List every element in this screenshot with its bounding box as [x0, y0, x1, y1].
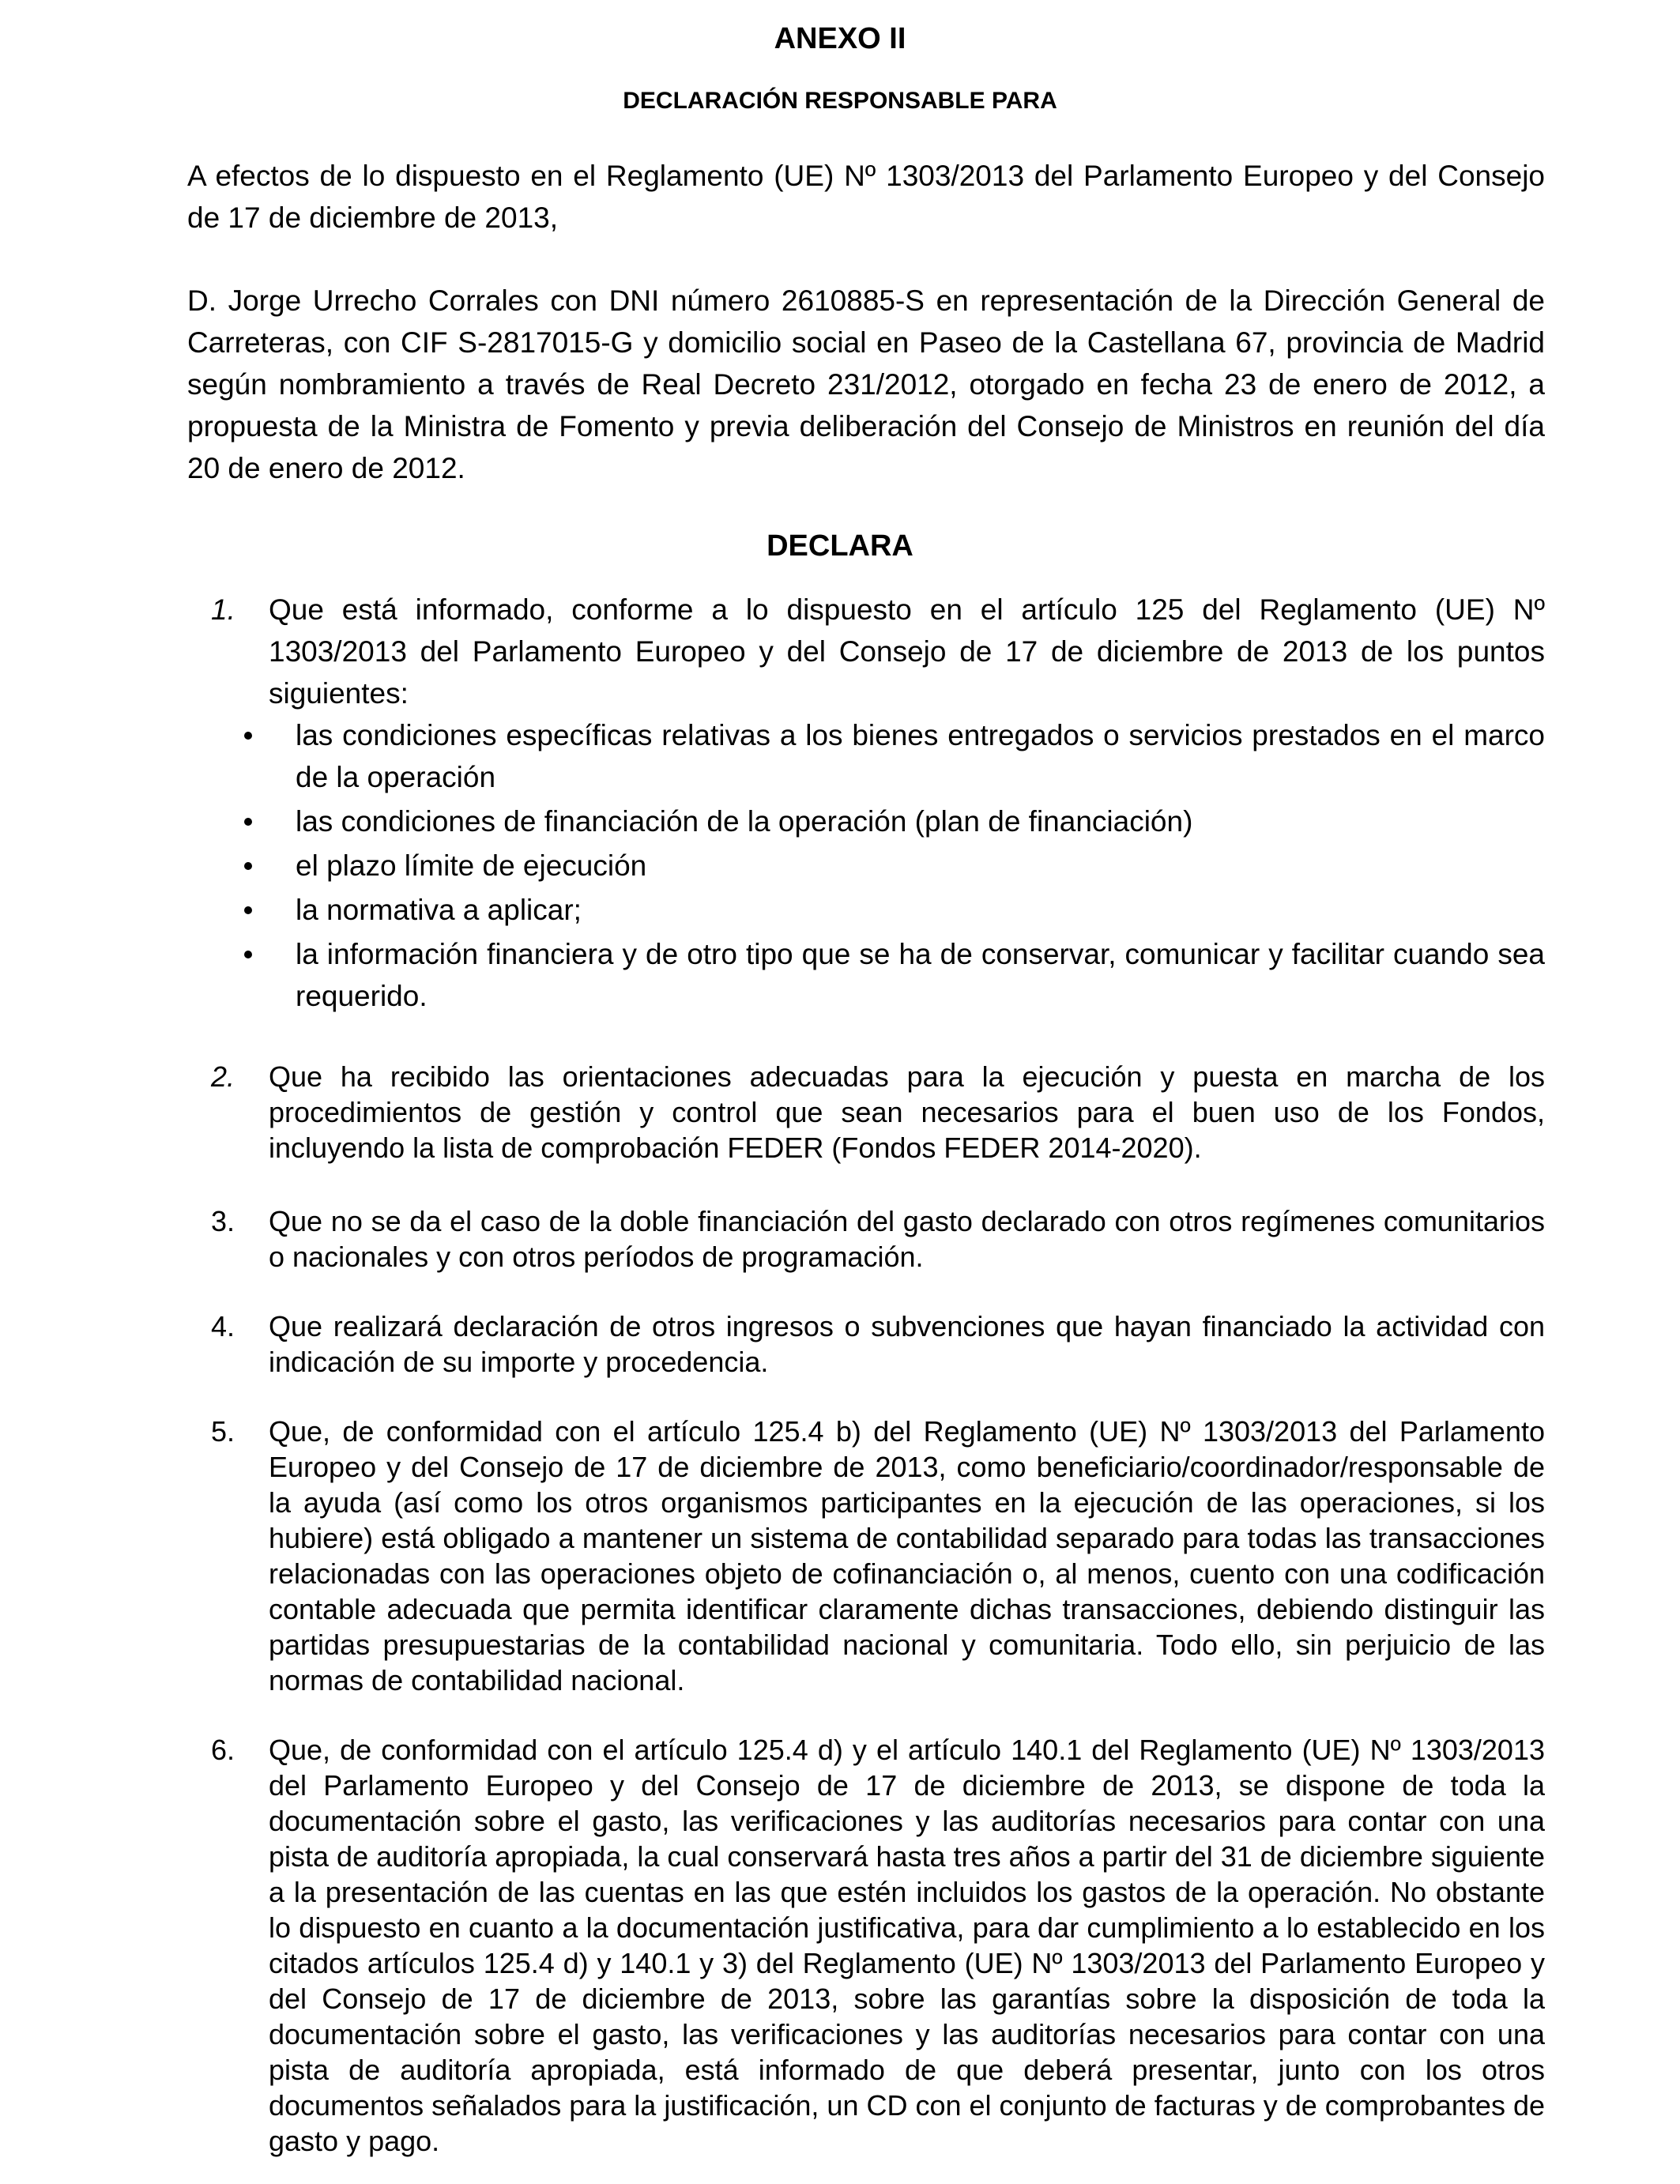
bullet-text: las condiciones específicas relativas a los bienes entregados o servicios prestados en el marco de la operación [296, 719, 1545, 793]
item-text: Que realizará declaración de otros ingresos o subvenciones que hayan financiado la actividad con indicación de su importe y procedencia. [269, 1310, 1545, 1378]
declarant-paragraph: D. Jorge Urrecho Corrales con DNI número 2610885-S en representación de la Dirección General de Carreteras, con CIF S-2817015-G y domicilio social en Paseo de la Castellana 67, provincia de Madrid según nombramiento a través de Real Decreto 231/2012, otorgado en fecha 23 de enero de 2012, a propuesta de la Ministra de Fomento y previa deliberación del Consejo de Ministros en reunión del día 20 de enero de 2012. [187, 284, 1545, 484]
intro-paragraph: A efectos de lo dispuesto en el Reglamento (UE) Nº 1303/2013 del Parlamento Europeo y del Consejo de 17 de diciembre de 2013, [187, 160, 1545, 234]
bullet-dot-icon [244, 906, 252, 914]
declaration-item-3 [187, 1203, 1545, 1275]
document-subtitle: DECLARACIÓN RESPONSABLE PARA [623, 88, 1057, 114]
bullet-dot-icon [244, 951, 252, 958]
declaration-item-6 [187, 1732, 1545, 2159]
item-number: 2. [211, 1060, 235, 1093]
bullet-text: la información financiera y de otro tipo que se ha de conservar, comunicar y facilitar cuando sea requerido. [296, 938, 1545, 1012]
item-number: 5. [211, 1415, 235, 1448]
list-item [187, 714, 1545, 798]
item-text: Que, de conformidad con el artículo 125.4 d) y el artículo 140.1 del Reglamento (UE) Nº 1303/2013 del Parlamento Europeo y del Consejo de 17 de diciembre de 2013, se dispone de toda la documentación sobre el gasto, las verificaciones y las auditorías necesarios para contar con una pista de auditoría apropiada, la cual conservará hasta tres años a partir del 31 de diciembre siguiente a la presentación de las cuentas en las que estén incluidos los gastos de la operación. No obstante lo dispuesto en cuanto a la documentación justificativa, para dar cumplimiento a lo establecido en los citados artículos 125.4 d) y 140.1 y 3) del Reglamento (UE) Nº 1303/2013 del Parlamento Europeo y del Consejo de 17 de diciembre de 2013, sobre las garantías sobre la disposición de toda la documentación sobre el gasto, las verificaciones y las auditorías necesarios para contar con una pista de auditoría apropiada, está informado de que deberá presentar, junto con los otros documentos señalados para la justificación, un CD con el conjunto de facturas y de comprobantes de gasto y pago. [269, 1734, 1545, 2157]
item-text: Que no se da el caso de la doble financiación del gasto declarado con otros regímenes comunitarios o nacionales y con otros períodos de programación. [269, 1205, 1545, 1273]
bullet-text: la normativa a aplicar; [296, 894, 582, 926]
list-item [187, 845, 1545, 887]
item-number: 4. [211, 1310, 235, 1342]
list-item [187, 800, 1545, 842]
bullet-list [187, 714, 1545, 1019]
declara-heading: DECLARA [767, 529, 913, 563]
declaration-item-4 [187, 1309, 1545, 1380]
bullet-text: las condiciones de financiación de la operación (plan de financiación) [296, 805, 1193, 838]
declaration-item-5 [187, 1414, 1545, 1698]
item-text: Que está informado, conforme a lo dispuesto en el artículo 125 del Reglamento (UE) Nº 1303/2013 del Parlamento Europeo y del Consejo de 17 de diciembre de 2013 de los puntos siguientes: [269, 593, 1545, 710]
bullet-dot-icon [244, 732, 252, 740]
list-item [187, 933, 1545, 1017]
bullet-text: el plazo límite de ejecución [296, 849, 647, 882]
item-number: 6. [211, 1734, 235, 1766]
item-number: 1. [211, 593, 235, 626]
bullet-dot-icon [244, 818, 252, 826]
document-title: ANEXO II [774, 22, 906, 55]
declaration-item-2 [187, 1059, 1545, 1165]
item-text: Que, de conformidad con el artículo 125.4 b) del Reglamento (UE) Nº 1303/2013 del Parlamento Europeo y del Consejo de 17 de diciembre de 2013, como beneficiario/coordinador/responsable de la ayuda (así como los otros organismos participantes en la ejecución de las operaciones, si los hubiere) está obligado a mantener un sistema de contabilidad separado para todas las transacciones relacionadas con las operaciones objeto de cofinanciación o, al menos, cuento con una codificación contable adecuada que permita identificar claramente dichas transacciones, debiendo distinguir las partidas presupuestarias de la contabilidad nacional y comunitaria. Todo ello, sin perjuicio de las normas de contabilidad nacional. [269, 1415, 1545, 1696]
declaration-item-1 [187, 589, 1545, 714]
bullet-dot-icon [244, 862, 252, 870]
list-item [187, 889, 1545, 931]
item-text: Que ha recibido las orientaciones adecuadas para la ejecución y puesta en marcha de los procedimientos de gestión y control que sean necesarios para el buen uso de los Fondos, incluyendo la lista de comprobación FEDER (Fondos FEDER 2014-2020). [269, 1060, 1545, 1164]
item-number: 3. [211, 1205, 235, 1237]
